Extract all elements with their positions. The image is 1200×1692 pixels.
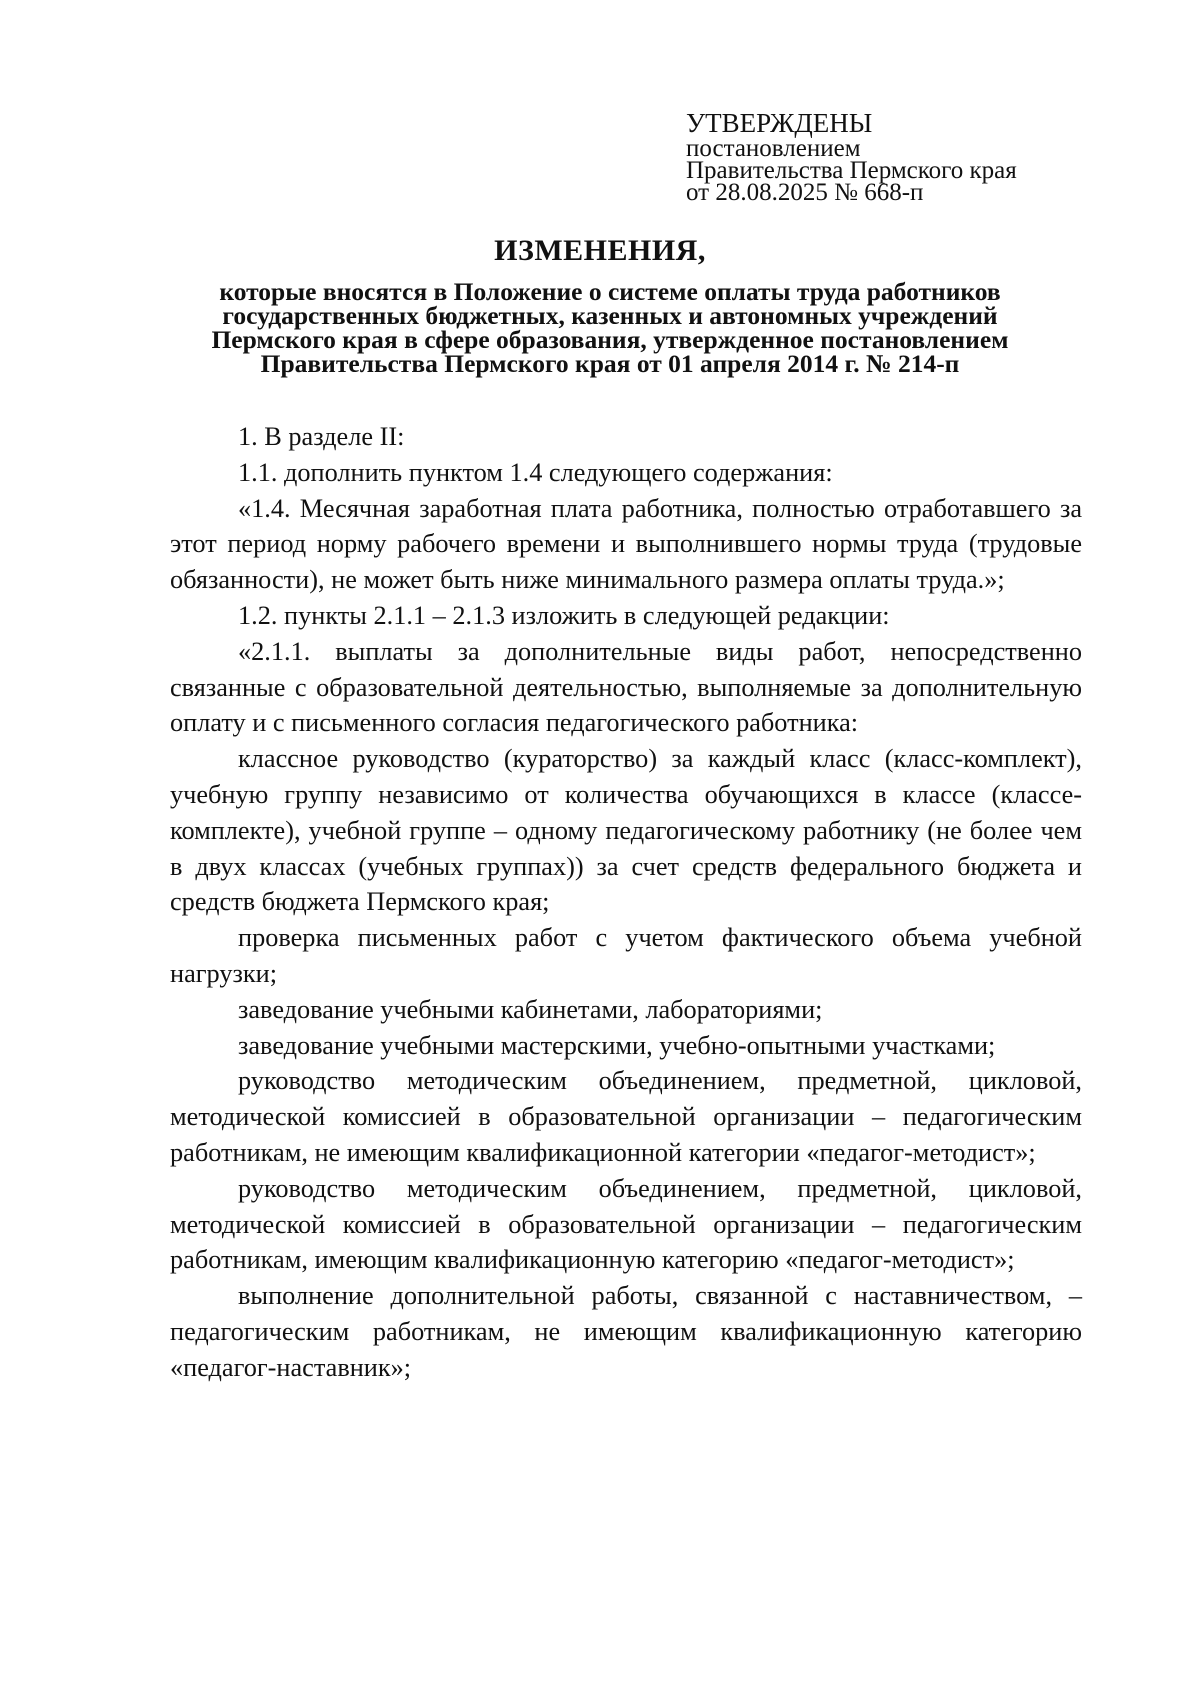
paragraph-mentorship: выполнение дополнительной работы, связанной с наставничеством, – педагогическим работникам, не имеющим квалификационную категорию «педагог-наставник»; (170, 1281, 1082, 1382)
paragraph-methodical-with-category: руководство методическим объединением, предметной, цикловой, методической комиссией в образовательной организации – педагогическим работникам, имеющим квалификационную категорию «педагог-методист»; (170, 1173, 1082, 1275)
document-body (170, 419, 1082, 1386)
paragraph-cabinets: заведование учебными кабинетами, лабораториями; (238, 994, 823, 1024)
subtitle-line-4: Правительства Пермского края от 01 апреля 2014 г. № 214-п (260, 349, 960, 378)
approval-line-2: Правительства Пермского края (686, 157, 1017, 184)
document-subtitle (150, 277, 1070, 378)
paragraph-1-4-quote: «1.4. Месячная заработная плата работника, полностью отработавшего за этот период норму рабочего времени и выполнившего нормы труда (трудовые обязанности), не может быть ниже минимального размера оплаты труда.»; (170, 493, 1082, 595)
paragraph-section-2: 1. В разделе II: (238, 422, 405, 451)
paragraph-class-guidance: классное руководство (кураторство) за каждый класс (класс-комплект), учебную группу независимо от количества обучающихся в классе (классе-комплекте), учебной группе – одному педагогическому работнику (не более чем в двух классах (учебных группах)) за счет средств федерального бюджета и средств бюджета Пермского края; (170, 744, 1082, 917)
subtitle-line-1: которые вносятся в Положение о системе оплаты труда работников (219, 277, 1001, 306)
approval-line-1: постановлением (686, 135, 861, 162)
approved-heading: УТВЕРЖДЕНЫ (686, 108, 873, 138)
subtitle-line-3: Пермского края в сфере образования, утвержденное постановлением (211, 325, 1009, 354)
paragraph-workshops: заведование учебными мастерскими, учебно-опытными участками; (238, 1030, 996, 1060)
approval-stamp (686, 108, 1156, 204)
paragraph-1-1: 1.1. дополнить пунктом 1.4 следующего содержания: (238, 457, 833, 487)
paragraph-2-1-1: «2.1.1. выплаты за дополнительные виды работ, непосредственно связанные с образовательной деятельностью, выполняемые за дополнительную оплату и с письменного согласия педагогического работника: (170, 636, 1082, 738)
document-title: ИЗМЕНЕНИЯ, (494, 234, 706, 267)
paragraph-methodical-no-category: руководство методическим объединением, предметной, цикловой, методической комиссией в образовательной организации – педагогическим работникам, не имеющим квалификационной категории «педагог-методист»; (170, 1066, 1082, 1167)
paragraph-checking-works: проверка письменных работ с учетом фактического объема учебной нагрузки; (170, 923, 1082, 988)
paragraph-1-2: 1.2. пункты 2.1.1 – 2.1.3 изложить в следующей редакции: (238, 600, 890, 630)
subtitle-line-2: государственных бюджетных, казенных и автономных учреждений (222, 301, 998, 330)
approval-line-3: от 28.08.2025 № 668-п (686, 179, 924, 206)
